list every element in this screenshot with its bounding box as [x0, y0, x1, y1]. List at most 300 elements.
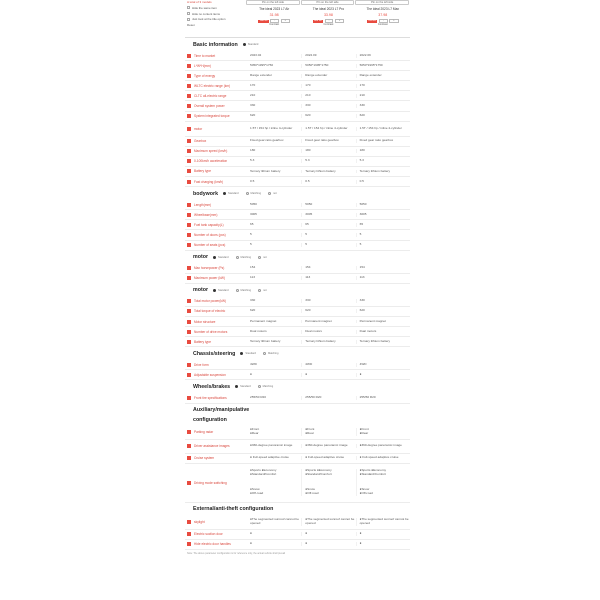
- spec-row: [185, 274, 410, 284]
- spec-label: [185, 81, 247, 90]
- spec-value: ●Front ●Rear: [250, 427, 260, 436]
- spec-label: [185, 101, 247, 110]
- spec-label-text: Number of seats (pcs): [194, 243, 226, 248]
- checkbox-icon[interactable]: [187, 223, 191, 227]
- checkbox-icon[interactable]: [187, 520, 191, 524]
- spec-value: Dual motors: [250, 328, 267, 333]
- legend-item: [213, 289, 229, 292]
- spec-value: 170: [356, 84, 410, 88]
- spec-value: 0.5: [250, 178, 255, 183]
- footnote: Note: The above parameter configuration is for reference only, the actual vehicle shall prevail: [187, 551, 286, 555]
- spec-label-text: Front tire specifications: [194, 395, 227, 400]
- spec-value: 154: [301, 266, 355, 270]
- spec-value: 5: [250, 232, 252, 236]
- spec-value: Ternary lithium battery: [301, 170, 355, 174]
- spec-row: [185, 220, 410, 230]
- model-name[interactable]: The ideal 2023 L7 Max: [366, 7, 399, 11]
- spec-value: 3005: [356, 213, 410, 217]
- spec-value: ●: [356, 373, 410, 377]
- spec-row: [185, 210, 410, 220]
- spec-label-text: Number of doors (pcs): [194, 232, 226, 237]
- spec-value: ●The segmented sunroof cannot be opened: [301, 518, 355, 526]
- legend-label: Standard: [218, 288, 229, 292]
- empty-dot-icon: [236, 289, 239, 292]
- spec-label-text: Number of drive motors: [194, 329, 228, 334]
- spec-value: 2023.02: [250, 52, 262, 57]
- spec-value: ●Sports ●Economy ●Standard/Comfort ●Snow ●Off-road: [301, 469, 355, 496]
- spec-value: ●: [356, 532, 410, 536]
- minus-icon[interactable]: -: [379, 19, 388, 23]
- model-column: [247, 5, 301, 37]
- contrast-label[interactable]: Contrast: [323, 23, 334, 26]
- spec-label: [185, 464, 247, 502]
- spec-value: 1.5T / 154 hp / inline 4-cylinder: [301, 127, 355, 131]
- checkbox-icon[interactable]: [187, 104, 191, 108]
- checkbox-icon[interactable]: [187, 373, 191, 377]
- checkbox-icon[interactable]: [187, 276, 191, 280]
- spec-value: 170: [301, 84, 355, 88]
- spec-label: [185, 71, 247, 80]
- legend-item: [258, 385, 274, 388]
- checkbox-icon[interactable]: [187, 114, 191, 118]
- checkbox-icon[interactable]: [187, 139, 191, 143]
- contrast-label[interactable]: Contrast: [269, 23, 280, 26]
- legend: [213, 256, 274, 259]
- checkbox-icon[interactable]: [187, 430, 191, 434]
- spec-label-text: Hide electric door handles: [194, 542, 231, 547]
- section-title-text: bodywork: [193, 190, 219, 197]
- checkbox-icon[interactable]: [187, 233, 191, 237]
- spec-row: [185, 230, 410, 240]
- spec-value: ●The segmented sunroof cannot be opened: [356, 518, 410, 526]
- spec-label-text: Maximum speed (km/h): [194, 149, 228, 154]
- spec-value: Permanent magnet: [250, 318, 277, 323]
- empty-dot-icon: [246, 192, 249, 195]
- section-title: [185, 503, 410, 516]
- spec-label: [185, 274, 247, 283]
- spec-row: [185, 464, 410, 503]
- checkbox-icon[interactable]: [187, 74, 191, 78]
- spec-value: 65: [301, 223, 355, 227]
- checkbox-icon[interactable]: [187, 12, 190, 15]
- spec-label: [185, 454, 247, 463]
- spec-label-text: System integrated torque: [194, 114, 230, 119]
- section-title: [185, 187, 410, 200]
- spec-label: [185, 230, 247, 239]
- spec-value: ●360-degree panoramic image: [301, 444, 355, 448]
- checkbox-icon[interactable]: [187, 444, 191, 448]
- legend-item: [268, 192, 277, 195]
- spec-row: [185, 51, 410, 61]
- spec-label-text: Fast charging (km/h): [194, 179, 224, 184]
- spec-label: [185, 317, 247, 326]
- pin-left-button[interactable]: Pin on the left side: [301, 0, 355, 5]
- legend-label: Matching: [262, 385, 274, 389]
- spec-row: [185, 337, 410, 347]
- spec-value: Dual motors: [301, 330, 355, 334]
- checkbox-icon[interactable]: [187, 64, 191, 68]
- spec-value: 255/50 R20: [356, 396, 410, 400]
- spec-value: ●: [301, 532, 355, 536]
- section-title-text: configuration: [193, 416, 227, 423]
- checkbox-icon[interactable]: [187, 243, 191, 247]
- spec-row: [185, 112, 410, 122]
- reset-link[interactable]: Reset: [187, 23, 195, 28]
- spec-row: [185, 530, 410, 540]
- checkbox-icon[interactable]: [187, 127, 191, 131]
- spec-label: [185, 200, 247, 209]
- spec-value: Ternary lithium battery: [356, 170, 410, 174]
- contrast-label[interactable]: Contrast: [377, 23, 388, 26]
- spec-row: [185, 147, 410, 157]
- option-title-only[interactable]: Just look at the title option: [187, 17, 247, 23]
- legend-item: [236, 289, 252, 292]
- spec-value: 113: [356, 276, 410, 280]
- checkbox-icon[interactable]: [187, 481, 191, 485]
- spec-row: [185, 177, 410, 187]
- legend-label: Standard: [240, 385, 251, 389]
- spec-value: 0.5: [356, 180, 410, 184]
- spec-label-text: Battery type: [194, 169, 212, 174]
- spec-label: [185, 530, 247, 539]
- checkbox-icon[interactable]: [187, 340, 191, 344]
- model-name[interactable]: The ideal 2023 L7 Air: [259, 7, 290, 11]
- legend-item: [243, 43, 259, 46]
- spec-value: ●: [356, 542, 410, 546]
- checkbox-icon[interactable]: [187, 266, 191, 270]
- spec-value: 330: [301, 104, 355, 108]
- spec-label: [185, 177, 247, 186]
- legend-item: [263, 352, 279, 355]
- spec-value: 65: [250, 221, 254, 226]
- model-price: 37.98: [378, 13, 388, 17]
- spec-row: [185, 61, 410, 71]
- spec-row: [185, 370, 410, 380]
- spec-value: 255/50 R20: [250, 395, 266, 400]
- legend-label: Standard: [245, 352, 256, 356]
- spec-label: [185, 516, 247, 529]
- spec-value: 2022.09: [356, 54, 410, 58]
- spec-label: [185, 426, 247, 439]
- add-list-button[interactable]: Add list: [314, 20, 322, 22]
- spec-value: ●The segmented sunroof cannot be opened: [250, 517, 299, 526]
- spec-value: 210: [301, 94, 355, 98]
- spec-label-text: Parking radar: [194, 430, 214, 435]
- section-title: [185, 251, 410, 264]
- checkbox-icon[interactable]: [187, 396, 191, 400]
- checkbox-icon[interactable]: [187, 542, 191, 546]
- spec-value: 5: [301, 233, 355, 237]
- spec-value: 210: [356, 94, 410, 98]
- spec-label-text: Wheelbase(mm): [194, 212, 218, 217]
- spec-value: Ternary lithium battery: [250, 168, 281, 173]
- spec-label: [185, 540, 247, 549]
- add-list-button[interactable]: Add list: [259, 20, 268, 22]
- checkbox-icon[interactable]: [187, 363, 191, 367]
- spec-value: 330: [301, 299, 355, 303]
- spec-row: [185, 540, 410, 550]
- comparison-page: [185, 0, 410, 600]
- spec-label: [185, 264, 247, 273]
- spec-value: 5050: [250, 201, 257, 206]
- spec-label-text: L*W*H(mm): [194, 63, 211, 68]
- checkbox-icon[interactable]: [187, 94, 191, 98]
- spec-label: [185, 297, 247, 306]
- checkbox-icon[interactable]: [187, 330, 191, 334]
- spec-label-text: Battery type: [194, 339, 212, 344]
- spec-value: 0.5: [301, 180, 355, 184]
- filled-dot-icon: [243, 43, 246, 46]
- spec-label: [185, 122, 247, 136]
- empty-dot-icon: [258, 289, 261, 292]
- spec-value: 170: [250, 82, 256, 87]
- minus-icon[interactable]: -: [270, 19, 279, 23]
- spec-value: Dual motors: [356, 330, 410, 334]
- spec-value: ●: [250, 371, 252, 376]
- spec-row: [185, 241, 410, 251]
- spec-label: [185, 337, 247, 346]
- spec-row: [185, 91, 410, 101]
- section-title: [185, 38, 410, 51]
- spec-row: [185, 307, 410, 317]
- spec-label: [185, 147, 247, 156]
- spec-value: ●360-degree panoramic image: [250, 443, 293, 448]
- spec-label-text: Time to market: [194, 53, 216, 58]
- model-name[interactable]: The ideal 2023 L7 Pro: [312, 7, 345, 11]
- spec-label-text: Total motor power(kW): [194, 299, 227, 304]
- spec-value: ●Sports ●Economy ●Standard/Comfort ●Snow ●Off-road: [356, 469, 410, 496]
- checkbox-icon[interactable]: [187, 6, 190, 9]
- spec-value: 620: [301, 114, 355, 118]
- spec-row: [185, 200, 410, 210]
- spec-label-text: Fuel tank capacity(L): [194, 222, 224, 227]
- checkbox-icon[interactable]: [187, 320, 191, 324]
- section-title-text: External/anti-theft configuration: [193, 506, 274, 513]
- spec-value: 180: [356, 149, 410, 153]
- spec-value: 5050*1995*1750: [301, 64, 355, 68]
- spec-value: 3005: [301, 213, 355, 217]
- spec-value: 330: [250, 103, 256, 108]
- legend-label: Matching: [240, 288, 252, 292]
- spec-label-text: Motor structure: [194, 319, 216, 324]
- option-hide-same[interactable]: Hide the same item: [187, 5, 247, 11]
- add-list-button[interactable]: Add list: [368, 20, 376, 22]
- spec-label: [185, 91, 247, 100]
- spec-row: [185, 264, 410, 274]
- plus-icon[interactable]: +: [335, 19, 344, 23]
- spec-value: Ternary lithium battery: [301, 340, 355, 344]
- spec-value: Range extender: [250, 72, 273, 77]
- spec-value: 1.5T / 154 hp / inline 4-cylinder: [250, 125, 293, 130]
- checkbox-icon[interactable]: [187, 84, 191, 88]
- spec-label: [185, 210, 247, 219]
- pin-left-button[interactable]: Pin on the left side: [246, 0, 300, 5]
- checkbox-icon[interactable]: [187, 18, 190, 21]
- spec-value: ●: [250, 541, 252, 546]
- spec-value: 5050: [301, 203, 355, 207]
- spec-label-text: Cruise system: [194, 456, 215, 461]
- spec-value: 620: [356, 114, 410, 118]
- spec-value: 330: [356, 104, 410, 108]
- checkbox-icon[interactable]: [187, 54, 191, 58]
- spec-label: [185, 440, 247, 453]
- spec-label-text: Electric suction door: [194, 532, 223, 537]
- spec-label-text: Driving mode switching: [194, 480, 227, 485]
- spec-label-text: Type of energy: [194, 73, 216, 78]
- legend-label: Matching: [250, 192, 262, 196]
- spec-label-text: Maximum power (kW): [194, 276, 225, 281]
- checkbox-icon[interactable]: [187, 532, 191, 536]
- spec-value: 5050*1995*1750: [250, 62, 274, 67]
- spec-label-text: Max horsepower (Ps): [194, 266, 225, 271]
- view-options: [185, 5, 247, 37]
- spec-value: Permanent magnet: [301, 320, 355, 324]
- legend-label: Matching: [240, 255, 252, 259]
- spec-label: [185, 360, 247, 369]
- model-header: [185, 5, 410, 38]
- spec-value: Fixed gear ratio gearbox: [301, 139, 355, 143]
- legend-item: [258, 256, 267, 259]
- checkbox-icon[interactable]: [187, 203, 191, 207]
- checkbox-icon[interactable]: [187, 159, 191, 163]
- spec-value: 5: [356, 243, 410, 247]
- spec-value: ●: [301, 542, 355, 546]
- spec-label: [185, 137, 247, 146]
- model-column: [356, 5, 410, 37]
- spec-sections: [185, 38, 410, 550]
- section-title-text: Chassis/steering: [193, 350, 236, 357]
- section-title-text: Auxiliary/manipulative: [193, 406, 250, 413]
- spec-value: 620: [356, 309, 410, 313]
- option-hide-empty[interactable]: Hide no content items: [187, 11, 247, 17]
- checkbox-icon[interactable]: [187, 169, 191, 173]
- legend: [213, 289, 274, 292]
- legend-label: Matching: [267, 352, 279, 356]
- spec-value: ●: [250, 531, 252, 536]
- minus-icon[interactable]: -: [325, 19, 334, 23]
- pin-left-button[interactable]: Pin on the left side: [355, 0, 409, 5]
- spec-value: ●Front ●Rear: [301, 428, 355, 436]
- legend-item: [240, 352, 256, 355]
- spec-label: [185, 370, 247, 379]
- spec-value: ●Sports ●Economy ●Standard/Comfort ●Snow ●Off-road: [250, 467, 277, 496]
- spec-value: 113: [301, 276, 355, 280]
- spec-value: Permanent magnet: [356, 320, 410, 324]
- spec-label-text: WLTC electric range (km): [194, 83, 231, 88]
- legend-item: [213, 256, 229, 259]
- spec-label: [185, 61, 247, 70]
- checkbox-icon[interactable]: [187, 456, 191, 460]
- spec-value: ● Full-speed adaptive cruise: [250, 455, 289, 460]
- legend: [235, 385, 280, 388]
- spec-value: Ternary lithium battery: [250, 338, 281, 343]
- spec-value: Ternary lithium battery: [356, 340, 410, 344]
- section-title: [185, 284, 410, 297]
- spec-value: ● Full-speed adaptive cruise: [356, 456, 410, 460]
- spec-value: 210: [250, 92, 256, 97]
- spec-label: [185, 167, 247, 176]
- checkbox-icon[interactable]: [187, 180, 191, 184]
- spec-value: 5.3: [250, 158, 255, 163]
- legend: [240, 352, 285, 355]
- spec-value: Range extender: [356, 74, 410, 78]
- filled-dot-icon: [213, 289, 216, 292]
- spec-value: 3005: [250, 211, 257, 216]
- plus-icon[interactable]: +: [389, 19, 398, 23]
- spec-value: 1.5T / 154 hp / inline 4-cylinder: [356, 127, 410, 131]
- checkbox-icon[interactable]: [187, 299, 191, 303]
- spec-row: [185, 454, 410, 464]
- spec-value: 4WD: [356, 363, 410, 367]
- legend-item: [235, 385, 251, 388]
- spec-value: 5: [356, 233, 410, 237]
- spec-label-text: Length(mm): [194, 202, 212, 207]
- spec-row: [185, 516, 410, 530]
- spec-label: [185, 241, 247, 250]
- legend: [223, 192, 284, 195]
- spec-label: [185, 51, 247, 60]
- spec-value: ●Front ●Rear: [356, 428, 410, 436]
- legend-label: Standard: [247, 43, 259, 46]
- spec-value: 5050*1995*1750: [356, 64, 410, 68]
- spec-label: [185, 327, 247, 336]
- section-title: [185, 404, 410, 426]
- section-title-text: Basic information: [193, 41, 238, 48]
- spec-label-text: 0-100km/h acceleration: [194, 159, 228, 164]
- spec-value: 4WD: [301, 363, 355, 367]
- spec-value: 5: [250, 242, 252, 247]
- spec-value: 2022.09: [301, 54, 355, 58]
- filled-dot-icon: [213, 256, 216, 259]
- spec-label-text: Adjustable suspension: [194, 372, 226, 377]
- legend-label: not: [263, 288, 267, 292]
- section-title-text: motor: [193, 287, 209, 294]
- section-title: [185, 347, 410, 360]
- spec-label: [185, 112, 247, 121]
- spec-value: 113: [250, 275, 255, 280]
- spec-label-text: Driver assistance images: [194, 444, 230, 449]
- total-models: A total of 3 models: [187, 0, 212, 4]
- legend-label: not: [263, 255, 267, 259]
- spec-value: 154: [356, 266, 410, 270]
- spec-row: [185, 101, 410, 111]
- checkbox-icon[interactable]: [187, 309, 191, 313]
- spec-value: 330: [356, 299, 410, 303]
- legend-item: [246, 192, 262, 195]
- spec-row: [185, 327, 410, 337]
- spec-row: [185, 122, 410, 137]
- spec-label-text: motor: [194, 126, 203, 131]
- checkbox-icon[interactable]: [187, 149, 191, 153]
- spec-value: 4WD: [250, 361, 257, 366]
- spec-row: [185, 317, 410, 327]
- spec-value: Range extender: [301, 74, 355, 78]
- filled-dot-icon: [235, 385, 238, 388]
- model-price: 33.98: [323, 13, 333, 17]
- legend-item: [223, 192, 239, 195]
- model-price: 31.98: [269, 13, 279, 17]
- spec-value: 255/50 R20: [301, 396, 355, 400]
- spec-row: [185, 297, 410, 307]
- spec-value: 5.3: [356, 159, 410, 163]
- checkbox-icon[interactable]: [187, 213, 191, 217]
- empty-dot-icon: [268, 192, 271, 195]
- filled-dot-icon: [223, 192, 226, 195]
- spec-value: 180: [250, 148, 256, 153]
- spec-label-text: Gearbox: [194, 139, 207, 144]
- spec-value: 5: [301, 243, 355, 247]
- plus-icon[interactable]: +: [281, 19, 290, 23]
